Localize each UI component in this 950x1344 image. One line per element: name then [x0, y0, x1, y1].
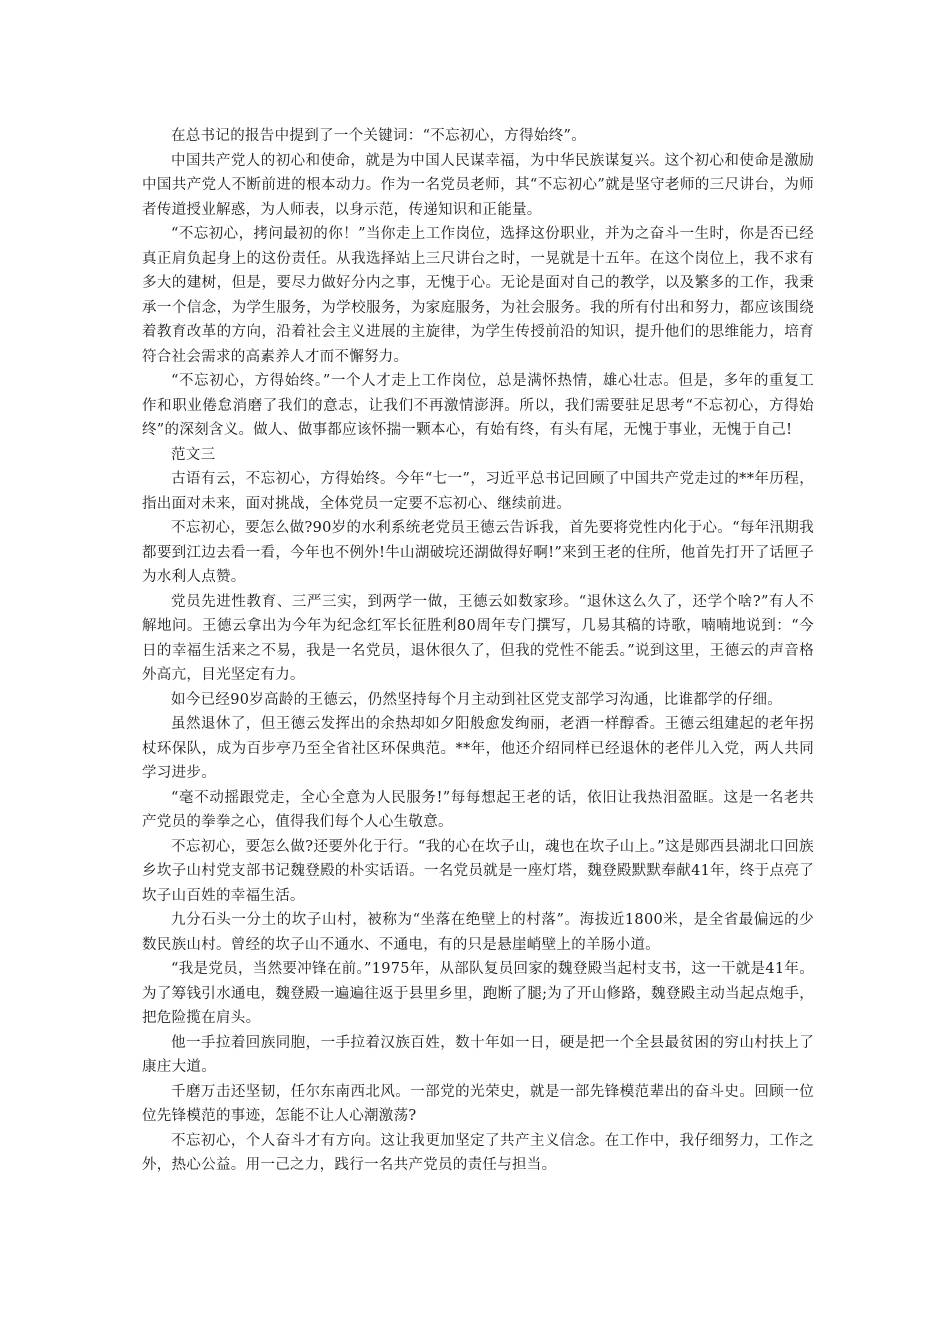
paragraph: 不忘初心，要怎么做?90岁的水利系统老党员王德云告诉我，首先要将党性内化于心。“每年汛期我都要到江边去看一看，今年也不例外!牛山湖破垸还湖做得好啊!”来到王老的住所，他首先打开了话匣子为水利人点赞。 [142, 520, 814, 585]
paragraph: “不忘初心，拷问最初的你！”当你走上工作岗位，选择这份职业，并为之奋斗一生时，你是否已经真正肩负起身上的这份责任。从我选择站上三尺讲台之时，一晃就是十五年。在这个岗位上，我不求有多大的建树，但是，要尽力做好分内之事，无愧于心。无论是面对自己的教学，以及繁多的工作，我秉承一个信念，为学生服务，为学校服务，为家庭服务，为社会服务。我的所有付出和努力，都应该围绕着教育改革的方向，沿着社会主义进展的主旋律，为学生传授前沿的知识，提升他们的思维能力，培育符合社会需求的高素养人才而不懈努力。 [142, 226, 814, 365]
paragraph: 在总书记的报告中提到了一个关键词：“不忘初心，方得始终”。 [171, 128, 587, 144]
paragraph: 千磨万击还坚韧，任尔东南西北风。一部党的光荣史，就是一部先锋模范辈出的奋斗史。回顾一位位先锋模范的事迹，怎能不让人心潮激荡? [142, 1083, 814, 1124]
paragraph: “我是党员，当然要冲锋在前。”1975年，从部队复员回家的魏登殿当起村支书，这一干就是41年。为了筹钱引水通电，魏登殿一遍遍往返于县里乡里，跑断了腿;为了开山修路，魏登殿主动当起点炮手，把危险揽在肩头。 [142, 961, 814, 1026]
paragraph: “不忘初心，方得始终。”一个人才走上工作岗位，总是满怀热情，雄心壮志。但是，多年的重复工作和职业倦怠消磨了我们的意志，让我们不再激情澎湃。所以，我们需要驻足思考“不忘初心，方得始终”的深刻含义。做人、做事都应该怀揣一颗本心，有始有终，有头有尾，无愧于事业，无愧于自己! [142, 373, 814, 438]
paragraph: 古语有云，不忘初心，方得始终。今年“七一”，习近平总书记回顾了中国共产党走过的**年历程，指出面对未来，面对挑战，全体党员一定要不忘初心、继续前进。 [142, 471, 814, 512]
paragraph: 九分石头一分土的坎子山村，被称为“坐落在绝壁上的村落”。海拔近1800米，是全省最偏远的少数民族山村。曾经的坎子山不通水、不通电，有的只是悬崖峭壁上的羊肠小道。 [142, 912, 814, 953]
paragraph: 不忘初心，个人奋斗才有方向。这让我更加坚定了共产主义信念。在工作中，我仔细努力，工作之外，热心公益。用一己之力，践行一名共产党员的责任与担当。 [142, 1132, 814, 1173]
section-heading: 范文三 [171, 446, 216, 463]
paragraph: 如今已经90岁高龄的王德云，仍然坚持每个月主动到社区党支部学习沟通，比谁都学的仔细。 [171, 691, 783, 708]
paragraph: 中国共产党人的初心和使命，就是为中国人民谋幸福，为中华民族谋复兴。这个初心和使命是激励中国共产党人不断前进的根本动力。作为一名党员老师，其“不忘初心”就是坚守老师的三尺讲台，为师者传道授业解惑，为人师表，以身示范，传递知识和正能量。 [142, 152, 814, 218]
paragraph: 虽然退休了，但王德云发挥出的余热却如夕阳般愈发绚丽，老酒一样醇香。王德云组建起的老年拐杖环保队，成为百步亭乃至全省社区环保典范。**年，他还介绍同样已经退休的老伴儿入党，两人共同学习进步。 [142, 716, 814, 781]
document-body [142, 124, 814, 1178]
paragraph: 不忘初心，要怎么做?还要外化于行。“我的心在坎子山，魂也在坎子山上。”这是郧西县湖北口回族乡坎子山村党支部书记魏登殿的朴实话语。一名党员就是一座灯塔，魏登殿默默奉献41年，终于点亮了坎子山百姓的幸福生活。 [142, 838, 814, 904]
paragraph: 他一手拉着回族同胞，一手拉着汉族百姓，数十年如一日，硬是把一个全县最贫困的穷山村扶上了康庄大道。 [142, 1034, 814, 1075]
paragraph: 党员先进性教育、三严三实，到两学一做，王德云如数家珍。“退休这么久了，还学个啥?”有人不解地问。王德云拿出为今年为纪念红军长征胜利80周年专门撰写，几易其稿的诗歌，喃喃地说到：“今日的幸福生活来之不易，我是一名党员，退休很久了，但我的党性不能丢。”说到这里，王德云的声音格外高亢，目光坚定有力。 [142, 593, 814, 683]
paragraph: “毫不动摇跟党走，全心全意为人民服务!”每每想起王老的话，依旧让我热泪盈眶。这是一名老共产党员的拳拳之心，值得我们每个人心生敬意。 [142, 789, 814, 830]
